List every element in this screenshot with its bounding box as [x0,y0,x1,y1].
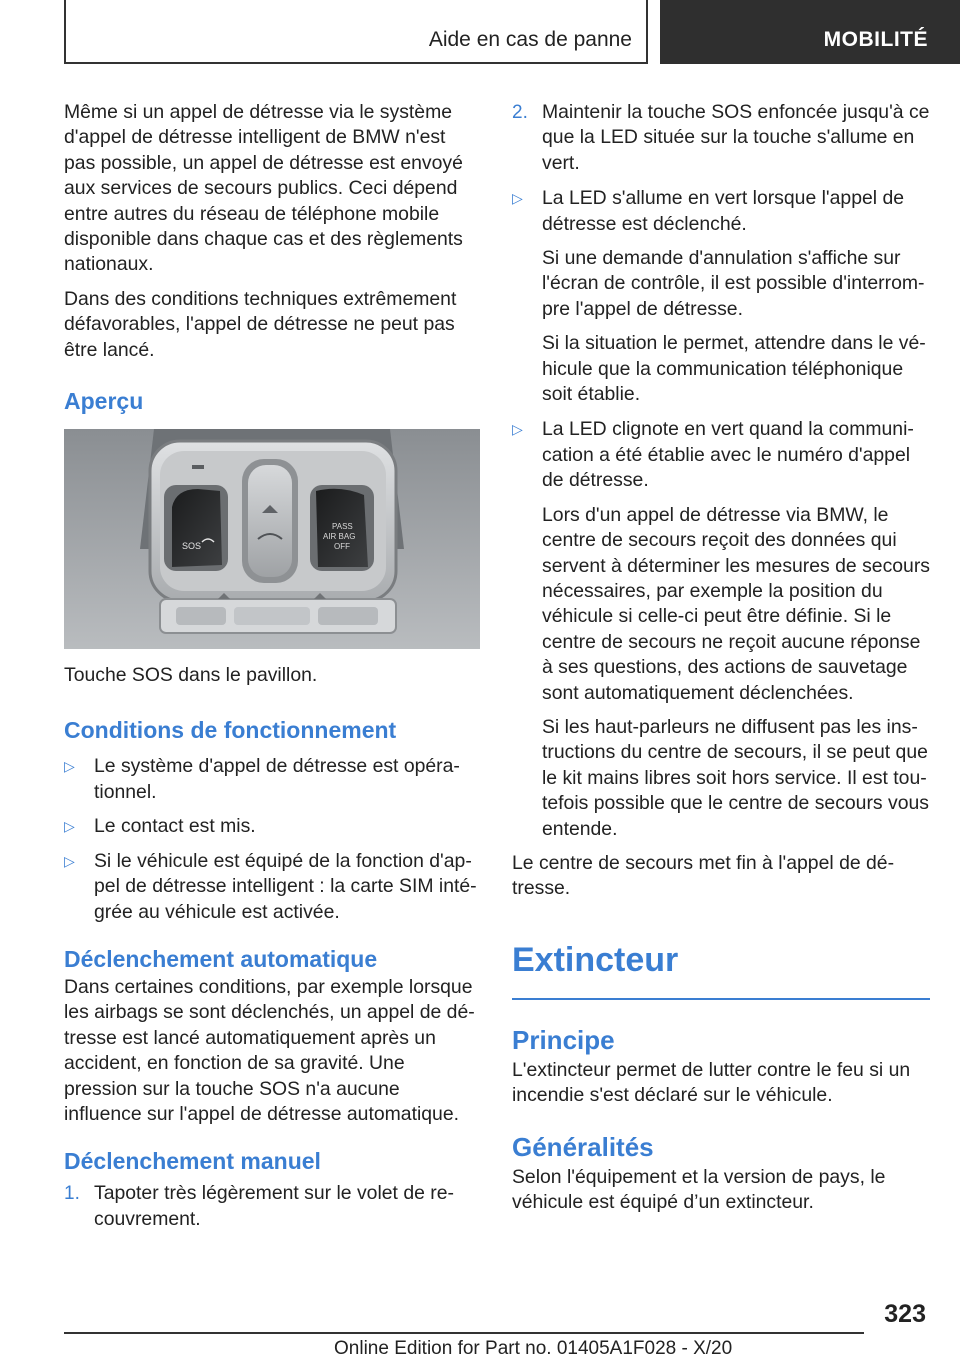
photo-caption: Touche SOS dans le pavillon. [64,664,318,687]
principe-heading: Principe [512,1024,615,1055]
footer-divider [64,1332,864,1334]
step-text: Tapoter très légèrement sur le volet de recouvrement. [94,1182,454,1230]
bullet-text: La LED clignote en vert quand la communication a été établie avec le numéro d'appel de détresse. [542,418,914,492]
triangle-bullet-icon: ▷ [64,758,75,775]
conditions-heading: Conditions de fonctionnement [64,717,397,744]
header-chapter-title: MOBILITÉ [823,28,928,51]
list-item [64,814,482,839]
condition-text: Le contact est mis. [94,815,256,838]
bullet-detail: Si la situation le permet, attendre dans le véhicule que la communication téléphonique soit établie. [542,332,926,406]
pass-label: PASS [332,522,353,532]
intro-paragraph-1: Même si un appel de détresse via le système d'appel de détresse intelligent de BMW n'est pas possible, un appel de détresse est envoyé aux services de secours publics. Ceci dépend entre autres du réseau de téléphone mobile disponible dans chaque cas et des règlements nationaux. [64,101,463,276]
left-column [64,100,482,1241]
off-label: OFF [334,542,350,552]
sos-label: SOS [182,541,202,552]
heading-divider [512,998,930,1000]
step-text: Maintenir la touche SOS enfoncée jusqu'à ce que la LED située sur la touche s'allume en vert. [542,101,930,174]
header-chapter-tab [660,0,960,64]
extincteur-heading: Extincteur [512,940,679,979]
generalites-text: Selon l'équipement et la version de pays, le véhicule est équipé d’un extincteur. [512,1165,886,1213]
list-item [512,417,930,493]
condition-text: Le système d'appel de détresse est opérationnel. [94,755,460,803]
generalites-heading: Généralités [512,1131,654,1162]
triangle-bullet-icon: ▷ [64,852,75,869]
right-column [512,100,930,1224]
header-section-title: Aide en cas de panne [428,28,632,51]
header-section-tab [64,0,648,64]
bullet-detail: Lors d'un appel de détresse via BMW, le centre de secours reçoit des données qui servent à déterminer les mesures de secours nécessaires, par exemple la position du véhicule si celle-ci peut être définie. Si le centre de secours ne reçoit aucune réponse à ses questions, des actions de sauvetage sont automatiquement déclenchées. [542,503,930,704]
triangle-bullet-icon: ▷ [512,421,523,438]
principe-text: L'extincteur permet de lutter contre le feu si un incendie s'est déclaré sur le véhicule. [512,1058,911,1107]
triangle-bullet-icon: ▷ [512,190,523,207]
list-item [64,849,482,925]
auto-trigger-text: Dans certaines conditions, par exemple lorsque les airbags se sont déclenchés, un appel de détresse est lancé automatiquement après un accident, en fonction de sa gravité. Une pression sur la touche SOS n'a aucune influence sur l'appel de détresse automatique. [64,975,475,1125]
auto-trigger-heading: Déclenchement automatique [64,945,378,972]
bullet-text: La LED s'allume en vert lorsque l'appel de détresse est déclenché. [542,187,905,235]
intro-paragraph-2: Dans des conditions techniques extrêmement défavorables, l'appel de détresse ne peut pas être lancé. [64,287,457,361]
triangle-bullet-icon: ▷ [64,818,75,835]
end-call-text: Le centre de secours met fin à l'appel de détresse. [512,851,895,900]
airbag-label: AIR BAG [323,532,356,542]
manual-trigger-heading: Déclenchement manuel [64,1148,321,1175]
sos-button-photo [64,429,480,649]
bullet-detail: Si les haut-parleurs ne diffusent pas les instructions du centre de secours, il se peut que le kit mains libres soit hors service. Il est toutefois possible que le centre de secours vous entende. [542,715,929,840]
footer-edition: Online Edition for Part no. 01405A1F028 - X/20 [334,1338,733,1359]
step-number: 2. [512,102,528,123]
step-item [64,1181,482,1232]
step-item [512,100,930,176]
bullet-detail: Si une demande d'annulation s'affiche sur l'écran de contrôle, il est possible d'interrompre l'appel de détresse. [542,247,925,320]
page-number: 323 [884,1300,926,1328]
list-item [64,754,482,805]
condition-text: Si le véhicule est équipé de la fonction d'appel de détresse intelligent : la carte SIM intégrée au véhicule est activée. [94,849,477,923]
step-number: 1. [64,1183,80,1205]
list-item [512,186,930,237]
apercu-heading: Aperçu [64,388,144,415]
